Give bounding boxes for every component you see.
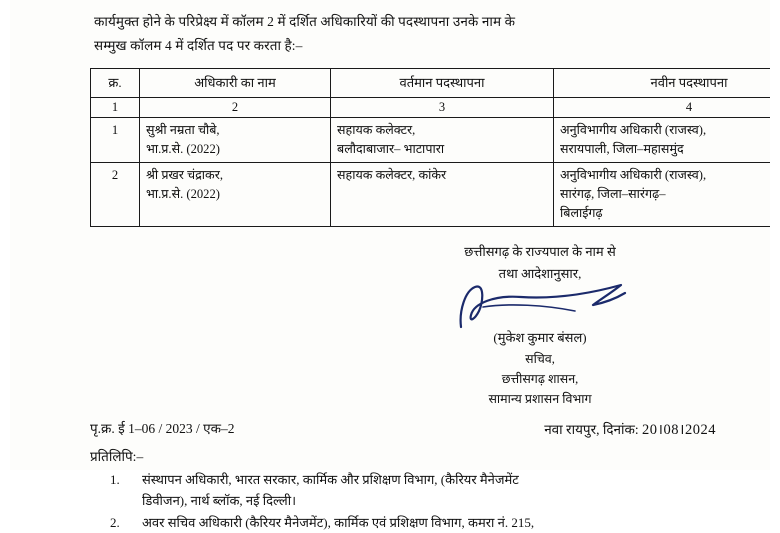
copy-item-2-line1: अवर सचिव अधिकारी (कैरियर मैनेजमेंट), कार्मिक एवं प्रशिक्षण विभाग, कमरा नं. 215, bbox=[142, 512, 752, 533]
page-edge-left bbox=[0, 0, 10, 470]
place-date-label: नवा रायपुर, दिनांक: bbox=[544, 422, 638, 437]
list-item bbox=[90, 512, 752, 533]
row2-new-line1: अनुविभागीय अधिकारी (राजस्व), bbox=[560, 166, 780, 185]
copy-heading: प्रतिलिपि:– bbox=[90, 447, 752, 465]
row2-name-line1: श्री प्रखर चंद्राकर, bbox=[146, 166, 324, 185]
intro-paragraph bbox=[28, 6, 752, 58]
row1-new-line1: अनुविभागीय अधिकारी (राजस्व), bbox=[560, 121, 780, 140]
signatory-name: (मुकेश कुमार बंसल) bbox=[328, 327, 752, 349]
signatory-org2: सामान्य प्रशासन विभाग bbox=[328, 389, 752, 409]
date-handwritten: 20।08।2024 bbox=[642, 422, 716, 438]
row1-new-line2: सरायपाली, जिला–महासमुंद bbox=[560, 140, 780, 159]
colnum-2: 2 bbox=[140, 98, 331, 118]
table-column-number-row bbox=[91, 98, 780, 118]
colnum-1: 1 bbox=[91, 98, 140, 118]
handwritten-signature bbox=[328, 285, 752, 327]
row2-new-line3: बिलाईगढ़ bbox=[560, 204, 780, 223]
signature-mark-icon bbox=[425, 277, 655, 333]
copy-item-1-index: 1. bbox=[90, 469, 142, 511]
row1-current-line2: बलौदाबाजार– भाटापारा bbox=[337, 140, 547, 159]
table-row bbox=[91, 118, 780, 163]
row2-new-line2: सारंगढ़, जिला–सारंगढ़– bbox=[560, 185, 780, 204]
intro-line-1: कार्यमुक्त होने के परिप्रेक्ष्य में कॉलम 2 में दर्शित अधिकारियों की पदस्थापना उनके नाम के bbox=[94, 14, 515, 29]
signatory-org1: छत्तीसगढ़ शासन, bbox=[328, 369, 752, 389]
signature-block bbox=[28, 241, 752, 409]
colnum-4: 4 bbox=[554, 98, 780, 118]
copy-item-1-line1: संस्थापन अधिकारी, भारत सरकार, कार्मिक और प्रशिक्षण विभाग, (कैरियर मैनेजमेंट bbox=[142, 469, 752, 490]
place-date bbox=[544, 419, 716, 439]
header-current-posting: वर्तमान पदस्थापना bbox=[331, 69, 554, 98]
row2-current-line1: सहायक कलेक्टर, कांकेर bbox=[337, 166, 547, 185]
row1-officer-name bbox=[140, 118, 331, 163]
row1-name-line2: भा.प्र.से. (2022) bbox=[146, 140, 324, 159]
row2-new-posting bbox=[554, 163, 780, 227]
row1-new-posting bbox=[554, 118, 780, 163]
signatory-designation: सचिव, bbox=[328, 349, 752, 369]
header-new-posting: नवीन पदस्थापना bbox=[554, 69, 780, 98]
copy-item-1-line2: डिवीजन), नार्थ ब्लॉक, नई दिल्ली। bbox=[142, 490, 752, 511]
row1-name-line1: सुश्री नम्रता चौबे, bbox=[146, 121, 324, 140]
copy-list bbox=[90, 469, 752, 533]
posting-table bbox=[90, 68, 780, 227]
signature-authority-line2: तथा आदेशानुसार, bbox=[328, 263, 752, 285]
row2-sno: 2 bbox=[91, 163, 140, 227]
copy-item-2-index: 2. bbox=[90, 512, 142, 533]
row2-officer-name bbox=[140, 163, 331, 227]
colnum-3: 3 bbox=[331, 98, 554, 118]
list-item bbox=[90, 469, 752, 511]
row1-current-posting bbox=[331, 118, 554, 163]
header-officer-name: अधिकारी का नाम bbox=[140, 69, 331, 98]
row1-sno: 1 bbox=[91, 118, 140, 163]
header-sno: क्र. bbox=[91, 69, 140, 98]
file-number: पृ.क्र. ई 1–06 / 2023 / एक–2 bbox=[90, 419, 235, 437]
page-edge-right bbox=[770, 0, 780, 470]
row2-name-line2: भा.प्र.से. (2022) bbox=[146, 185, 324, 204]
copy-item-2-text bbox=[142, 512, 752, 533]
table-row bbox=[91, 163, 780, 227]
footer-row bbox=[28, 419, 752, 439]
table-header-row bbox=[91, 69, 780, 98]
intro-line-2: सम्मुख कॉलम 4 में दर्शित पद पर करता है:– bbox=[94, 34, 742, 58]
row2-current-posting bbox=[331, 163, 554, 227]
signature-authority-line1: छत्तीसगढ़ के राज्यपाल के नाम से bbox=[328, 241, 752, 263]
copy-to-section bbox=[28, 447, 752, 533]
row1-current-line1: सहायक कलेक्टर, bbox=[337, 121, 547, 140]
copy-item-1-text bbox=[142, 469, 752, 511]
